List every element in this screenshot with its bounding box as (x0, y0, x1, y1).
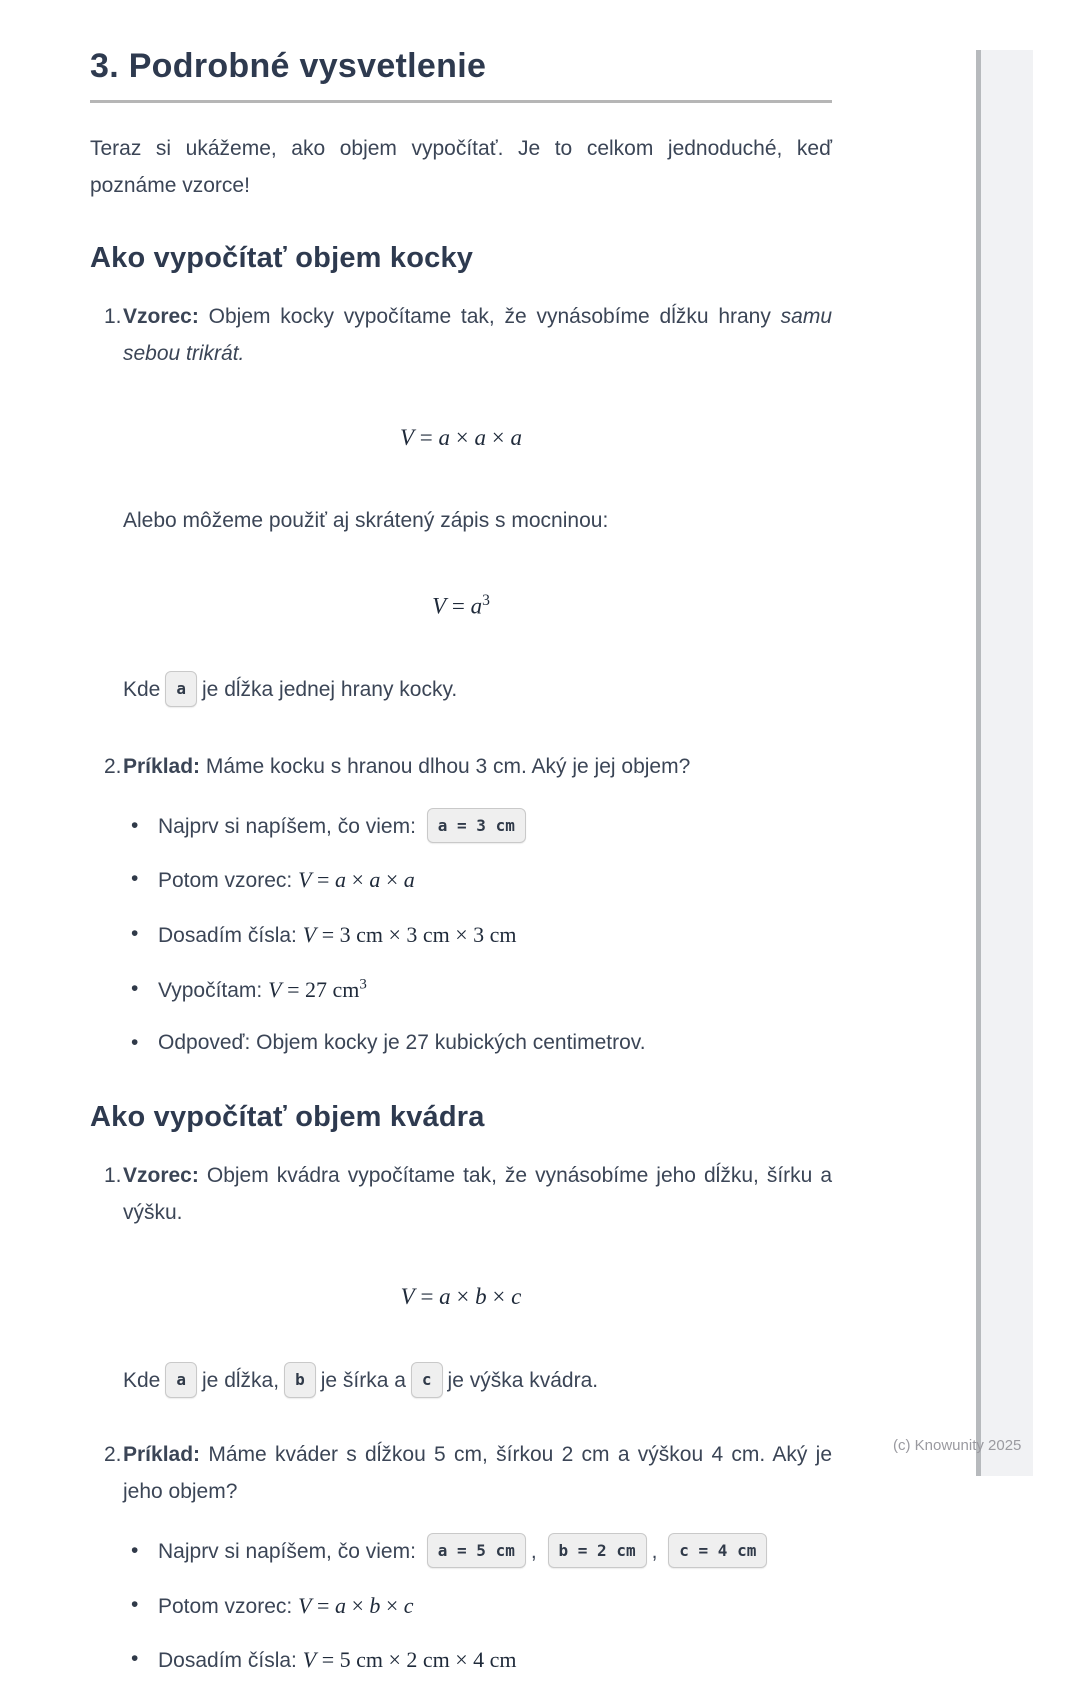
bullet-vzorec (158, 861, 832, 899)
list-number-spacer (90, 503, 123, 540)
vzorec-label: Vzorec: (123, 1164, 199, 1188)
vzorec-text: Objem kocky vypočítame tak, že vynásobíme dĺžku hrany (208, 305, 771, 329)
list-number: 1. (104, 1164, 122, 1188)
bullet-list-kocka (90, 808, 832, 1061)
priklad-label: Príklad: (123, 754, 201, 778)
title-divider (90, 100, 832, 103)
section-heading-kocka: Ako vypočítať objem kocky (90, 242, 474, 275)
bullet-label: Najprv si napíšem, čo viem: (158, 814, 416, 838)
scrollbar-track[interactable] (976, 50, 1033, 1476)
bullet-znam-hodnoty (158, 808, 832, 845)
kde-post: je dĺžka jednej hrany kocky. (202, 678, 458, 702)
kde-pre: Kde (123, 678, 161, 702)
kde-pre: Kde (123, 1368, 161, 1392)
bullet-label: Dosadím čísla: (158, 924, 297, 948)
formula-cube-long: V = a × a × a (399, 424, 522, 450)
kde-mid1: je dĺžka, (202, 1368, 280, 1392)
list-item-vzorec-kvader (90, 1158, 832, 1232)
priklad-label: Príklad: (123, 1443, 201, 1467)
variable-badge-a: a (165, 671, 197, 707)
variable-badge-a: a (165, 1362, 197, 1398)
list-item-priklad-kvader (90, 1437, 832, 1511)
variable-badge-b: b (284, 1362, 316, 1398)
list-item-text (123, 299, 832, 373)
bullet-label: Vypočítam: (158, 978, 263, 1002)
math-cube-result: V = 27 $cm^3$ (268, 976, 367, 1002)
list-item-text (123, 1158, 832, 1232)
vzorec-text-italic: samu sebou trikrát. (123, 305, 833, 366)
section-heading-kvader: Ako vypočítať objem kvádra (90, 1101, 485, 1134)
list-number: 2. (104, 754, 122, 778)
alt-note-row (90, 503, 832, 540)
badge-separator: , (651, 1539, 658, 1563)
math-cuboid-formula: V = a × b × c (298, 1592, 414, 1618)
math-cuboid-substitution: V = 5 cm × 2 cm × 4 cm (302, 1647, 517, 1673)
kde-mid2: je šírka a (320, 1368, 406, 1392)
math-cube-formula: V = a × a × a (298, 867, 415, 893)
bullet-dosadenie (158, 1641, 832, 1679)
bullet-vypocet (158, 971, 832, 1009)
list-item-vzorec-kocka (90, 299, 832, 373)
variable-badge-c: c (411, 1362, 443, 1398)
priklad-text: Máme kváder s dĺžkou 5 cm, šírkou 2 cm a výškou 4 cm. Aký je jeho objem? (123, 1443, 832, 1504)
kde-line-kvader (123, 1362, 832, 1400)
list-number: 1. (104, 305, 122, 329)
kde-post: je výška kvádra. (447, 1368, 599, 1392)
list-number: 2. (104, 1443, 122, 1467)
alt-note-text: Alebo môžeme použiť aj skrátený zápis s mocninou: (123, 508, 609, 532)
vzorec-text: Objem kvádra vypočítame tak, že vynásobíme jeho dĺžku, šírku a výšku. (123, 1164, 832, 1224)
list-item-text (123, 1437, 832, 1511)
badge-separator: , (530, 1539, 537, 1563)
bullet-label: Dosadím čísla: (158, 1649, 297, 1673)
scrollbar-thumb[interactable] (976, 50, 981, 1476)
page-title: 3. Podrobné vysvetlenie (90, 47, 487, 85)
bullet-znam-hodnoty (158, 1533, 832, 1570)
value-badge-c4: c = 4 cm (668, 1533, 767, 1568)
list-item-priklad-kocka (90, 749, 832, 786)
math-cube-substitution: V = 3 cm × 3 cm × 3 cm (302, 922, 517, 948)
copyright-watermark: (c) Knowunity 2025 (893, 1437, 1022, 1454)
value-badge-b2: b = 2 cm (548, 1533, 647, 1568)
formula-cube-power: $V = a^3$ (432, 591, 490, 619)
value-badge-a3: a = 3 cm (427, 808, 526, 843)
bullet-dosadenie (158, 916, 832, 954)
bullet-label: Najprv si napíšem, čo viem: (158, 1539, 416, 1563)
intro-paragraph: Teraz si ukážeme, ako objem vypočítať. Je to celkom jednoduché, keď poznáme vzorce! (90, 136, 832, 197)
vzorec-label: Vzorec: (123, 305, 199, 329)
list-item-text (123, 749, 832, 786)
bullet-vzorec (158, 1587, 832, 1625)
bullet-label: Potom vzorec: (158, 869, 293, 893)
document-content (90, 46, 832, 1696)
kde-line-kocka (123, 671, 832, 709)
bullet-odpoved (158, 1025, 832, 1061)
value-badge-a5: a = 5 cm (427, 1533, 526, 1568)
bullet-list-kvader (90, 1533, 832, 1679)
bullet-label: Potom vzorec: (158, 1594, 293, 1618)
formula-cuboid: V = a × b × c (400, 1283, 522, 1309)
bullet-text: Odpoveď: Objem kocky je 27 kubických centimetrov. (158, 1031, 646, 1055)
priklad-text: Máme kocku s hranou dlhou 3 cm. Aký je jej objem? (205, 754, 691, 778)
